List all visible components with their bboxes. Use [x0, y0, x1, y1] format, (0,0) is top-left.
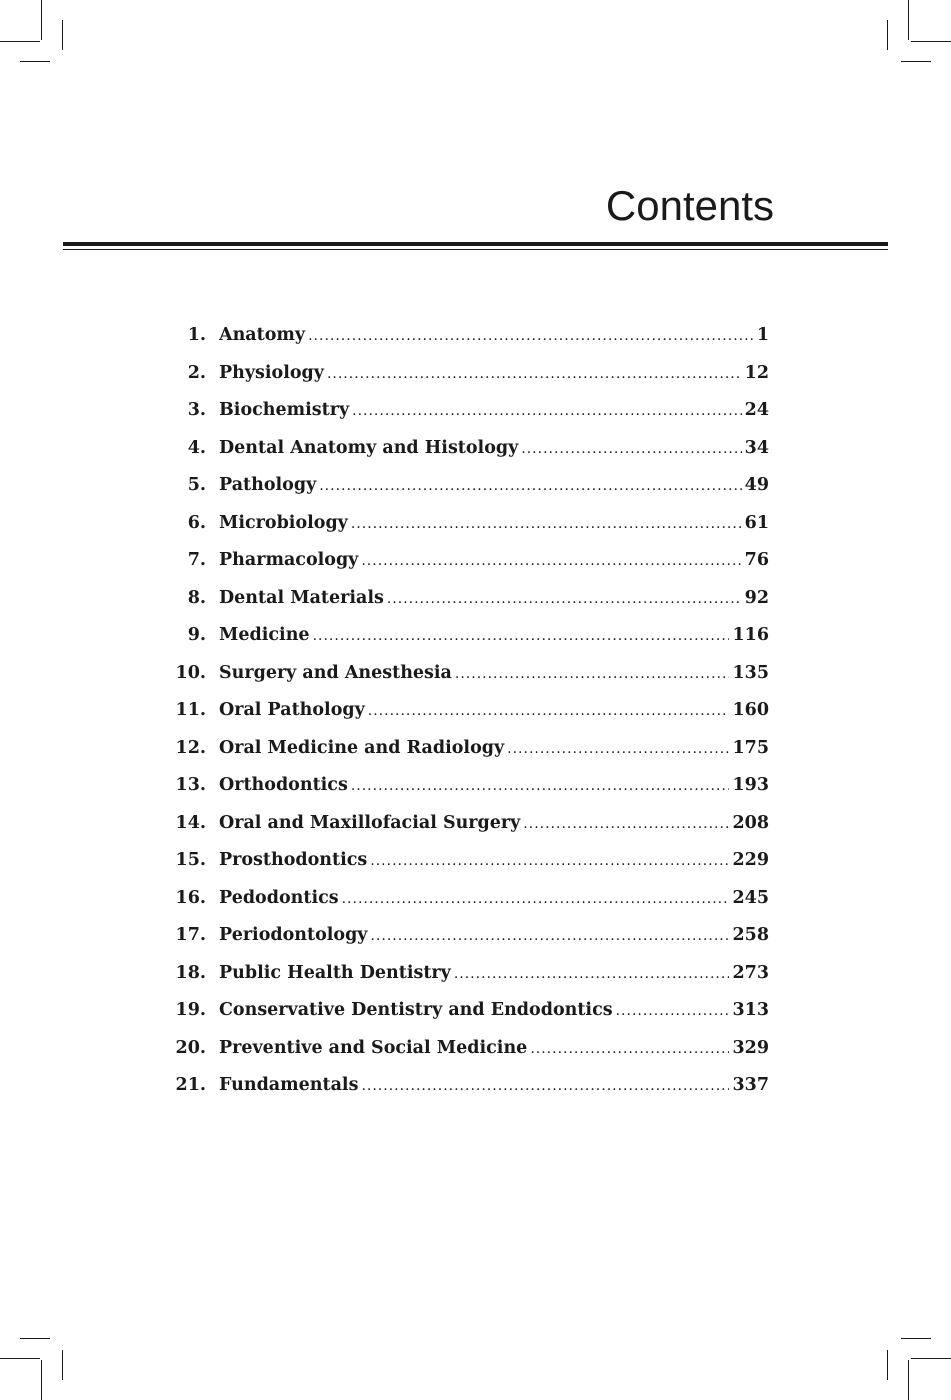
toc-entry-title: Microbiology: [219, 512, 348, 533]
toc-entry-number: 14.: [175, 812, 206, 833]
toc-entry-page: 193: [732, 775, 769, 795]
toc-entry[interactable]: [172, 1070, 769, 1108]
toc-entry[interactable]: [172, 583, 769, 621]
toc-entry-page: 160: [732, 700, 769, 720]
toc-dot-leader: [351, 509, 742, 539]
toc-entry-number: 10.: [175, 662, 206, 683]
toc-entry-number: 1.: [187, 325, 206, 345]
toc-entry[interactable]: [172, 508, 769, 546]
toc-dot-leader: [313, 621, 730, 651]
toc-entry-page: 135: [732, 662, 769, 683]
toc-dot-leader: [370, 921, 729, 951]
crop-mark: [887, 20, 888, 50]
toc-entry-number: 19.: [175, 1000, 206, 1020]
toc-entry-page: 1: [756, 325, 769, 345]
toc-entry[interactable]: [172, 358, 769, 396]
toc-entry-number: 17.: [175, 925, 206, 945]
toc-entry-number: 15.: [175, 850, 206, 870]
toc-entry-title: Biochemistry: [219, 400, 350, 420]
toc-dot-leader: [530, 1034, 729, 1064]
toc-entry[interactable]: [172, 733, 769, 771]
toc-entry[interactable]: [172, 883, 769, 921]
crop-mark: [41, 0, 42, 40]
toc-entry[interactable]: [172, 845, 769, 883]
crop-mark: [20, 61, 50, 62]
crop-mark: [908, 0, 909, 40]
toc-entry-page: 313: [732, 1000, 769, 1020]
toc-entry[interactable]: [172, 658, 769, 696]
toc-entry-title: Orthodontics: [219, 775, 348, 795]
toc-entry[interactable]: [172, 1033, 769, 1071]
toc-entry[interactable]: [172, 958, 769, 996]
crop-mark: [887, 1350, 888, 1380]
toc-dot-leader: [368, 696, 730, 726]
title-rule-thin: [63, 249, 888, 250]
toc-entry-title: Pedodontics: [219, 887, 339, 908]
toc-dot-leader: [327, 359, 742, 389]
toc-entry-number: 20.: [175, 1037, 206, 1058]
toc-entry-number: 21.: [175, 1075, 206, 1095]
toc-dot-leader: [455, 659, 730, 689]
toc-dot-leader: [523, 809, 729, 839]
toc-entry-page: 245: [732, 887, 769, 908]
crop-mark: [911, 1358, 951, 1359]
toc-entry-number: 2.: [187, 362, 206, 383]
crop-mark: [911, 41, 951, 42]
toc-entry-page: 61: [744, 512, 769, 533]
toc-entry-page: 116: [732, 625, 769, 645]
toc-dot-leader: [454, 959, 730, 989]
crop-mark: [41, 1360, 42, 1400]
toc-entry[interactable]: [172, 695, 769, 733]
toc-entry[interactable]: [172, 545, 769, 583]
crop-mark: [0, 1358, 40, 1359]
toc-dot-leader: [616, 996, 730, 1026]
toc-entry-page: 229: [732, 850, 769, 870]
toc-entry-number: 11.: [175, 700, 206, 720]
toc-entry-number: 12.: [175, 737, 206, 758]
toc-dot-leader: [319, 471, 741, 501]
toc-entry[interactable]: [172, 620, 769, 658]
toc-entry-number: 7.: [187, 550, 206, 570]
toc-dot-leader: [351, 771, 730, 801]
toc-entry-title: Surgery and Anesthesia: [219, 662, 452, 683]
toc-entry-page: 76: [744, 550, 769, 570]
toc-entry-number: 5.: [187, 475, 206, 495]
title-rule-thick: [63, 242, 888, 246]
toc-entry-number: 6.: [187, 512, 206, 533]
toc-entry-title: Pharmacology: [219, 550, 359, 570]
toc-entry[interactable]: [172, 995, 769, 1033]
toc-dot-leader: [507, 734, 729, 764]
toc-entry-title: Fundamentals: [219, 1075, 359, 1095]
toc-entry-title: Dental Anatomy and Histology: [219, 437, 519, 458]
toc-entry-page: 12: [744, 362, 769, 383]
toc-entry[interactable]: [172, 920, 769, 958]
toc-entry-title: Dental Materials: [219, 587, 384, 608]
toc-dot-leader: [342, 884, 730, 914]
toc-entry-title: Physiology: [219, 362, 324, 383]
toc-entry-page: 337: [732, 1075, 769, 1095]
crop-mark: [901, 1338, 931, 1339]
crop-mark: [901, 61, 931, 62]
toc-entry-page: 258: [732, 925, 769, 945]
toc-entry-title: Anatomy: [219, 325, 306, 345]
toc-dot-leader: [361, 546, 741, 576]
toc-entry[interactable]: [172, 770, 769, 808]
toc-entry-page: 49: [744, 475, 769, 495]
toc-entry[interactable]: [172, 808, 769, 846]
toc-dot-leader: [361, 1071, 729, 1101]
toc-dot-leader: [370, 846, 729, 876]
crop-mark: [62, 20, 63, 50]
toc-entry-title: Prosthodontics: [219, 850, 368, 870]
toc-entry[interactable]: [172, 433, 769, 471]
toc-entry-title: Oral Pathology: [219, 700, 365, 720]
toc-entry-title: Periodontology: [219, 925, 368, 945]
toc-entry-number: 18.: [175, 962, 206, 983]
table-of-contents: [172, 320, 769, 1108]
toc-entry-number: 4.: [187, 437, 206, 458]
toc-dot-leader: [352, 396, 742, 426]
toc-entry-page: 24: [744, 400, 769, 420]
toc-entry-number: 3.: [187, 400, 206, 420]
toc-entry-title: Conservative Dentistry and Endodontics: [219, 1000, 613, 1020]
page-title: Contents: [605, 182, 774, 229]
toc-entry-page: 273: [732, 962, 769, 983]
crop-mark: [20, 1338, 50, 1339]
toc-entry-page: 92: [744, 587, 769, 608]
toc-entry-title: Oral Medicine and Radiology: [219, 737, 505, 758]
toc-entry-title: Pathology: [219, 475, 317, 495]
crop-mark: [0, 41, 40, 42]
toc-entry-number: 16.: [175, 887, 206, 908]
toc-entry-page: 208: [732, 812, 769, 833]
toc-entry-page: 34: [744, 437, 769, 458]
toc-entry-title: Medicine: [219, 625, 310, 645]
toc-entry-number: 13.: [175, 775, 206, 795]
toc-dot-leader: [521, 434, 741, 464]
toc-dot-leader: [308, 321, 754, 351]
toc-entry-title: Preventive and Social Medicine: [219, 1037, 528, 1058]
crop-mark: [62, 1350, 63, 1380]
toc-entry-number: 9.: [187, 625, 206, 645]
toc-entry[interactable]: [172, 395, 769, 433]
crop-mark: [908, 1360, 909, 1400]
toc-dot-leader: [387, 584, 742, 614]
toc-entry-page: 329: [732, 1037, 769, 1058]
toc-entry-number: 8.: [187, 587, 206, 608]
toc-entry-title: Public Health Dentistry: [219, 962, 451, 983]
toc-entry[interactable]: [172, 320, 769, 358]
toc-entry-title: Oral and Maxillofacial Surgery: [219, 812, 521, 833]
toc-entry-page: 175: [732, 737, 769, 758]
toc-entry[interactable]: [172, 470, 769, 508]
